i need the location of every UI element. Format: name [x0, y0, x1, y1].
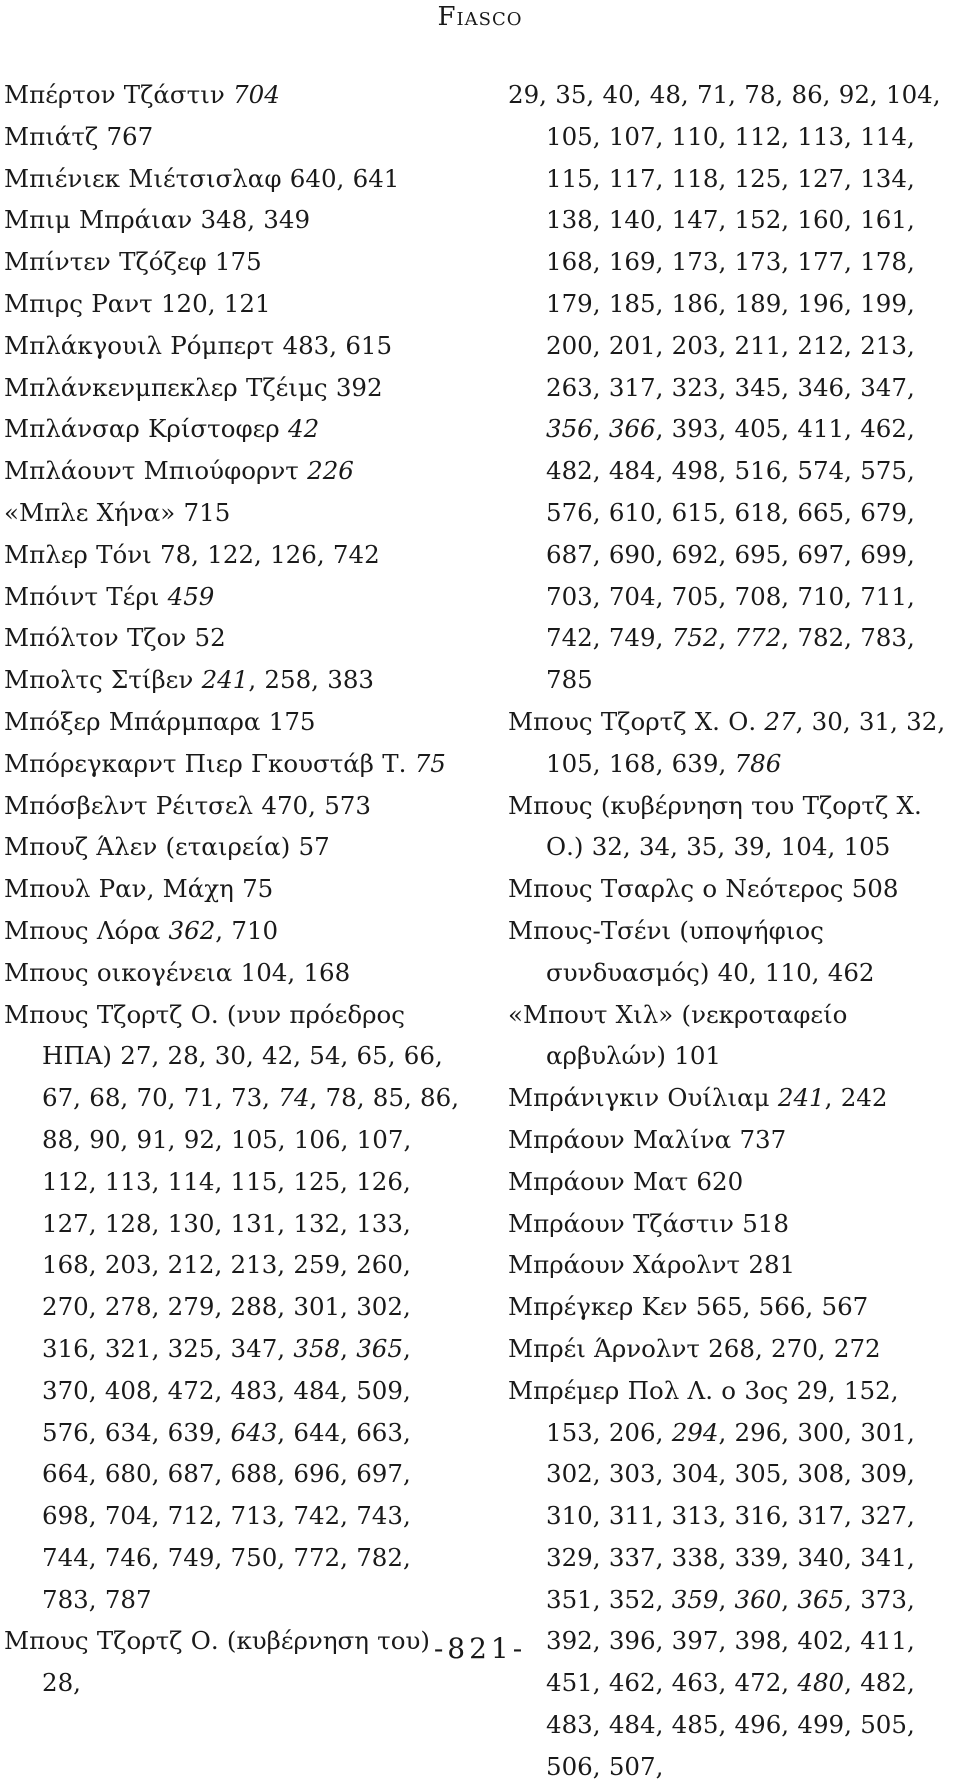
index-page-ref-italic: 226	[307, 456, 354, 486]
index-text: , 710	[215, 915, 279, 945]
index-text: Μπους-Τσένι (υποψήφιος συνδυασμός) 40, 110, 462	[508, 915, 875, 987]
index-text: Μπόσβελντ Ρέιτσελ 470, 573	[4, 790, 371, 820]
index-page-ref-italic: 362	[168, 915, 216, 945]
index-page-ref-italic: 704	[233, 80, 280, 109]
index-text: Μπλάουντ Μπιούφορντ	[4, 456, 308, 486]
index-text: , 370, 408, 472, 483, 484, 509, 576, 634, 639,	[42, 1333, 411, 1447]
index-entry	[4, 450, 460, 492]
index-page-ref-italic: 786	[734, 748, 782, 778]
index-text: Μπέρτον Τζάστιν	[4, 80, 234, 109]
index-text: Μπρέγκερ Κεν 565, 566, 567	[508, 1292, 869, 1322]
index-entry	[4, 74, 460, 116]
index-text: Μπράουν Τζάστιν 518	[508, 1208, 789, 1238]
index-entry	[4, 199, 460, 241]
index-entry	[508, 868, 958, 910]
index-page-ref-italic: 42	[288, 414, 320, 444]
index-page-ref-italic: 366	[608, 414, 656, 444]
index-page-ref-italic: 752	[671, 623, 719, 653]
running-head: Fiasco	[437, 2, 523, 32]
index-text: Μπολτς Στίβεν	[4, 665, 202, 695]
index-text: , 242	[824, 1083, 888, 1113]
index-page-ref-italic: 459	[167, 581, 215, 611]
index-entry	[508, 1203, 958, 1245]
index-text: Μπιμ Μπράιαν 348, 349	[4, 205, 311, 235]
index-page-ref-italic: 294	[671, 1417, 719, 1447]
index-entry	[508, 910, 958, 994]
index-text: Μπους Λόρα	[4, 915, 169, 945]
index-text: Μπρέμερ Πολ Λ. ο 3ος 29, 152, 153, 206,	[508, 1375, 899, 1447]
index-entry	[508, 701, 958, 785]
index-entry	[4, 158, 460, 200]
index-text: Μπίντεν Τζόζεφ 175	[4, 247, 262, 277]
index-page-ref-italic: 480	[797, 1668, 845, 1698]
index-entry	[4, 868, 460, 910]
index-text: ,	[781, 1584, 798, 1614]
index-text: , 373, 392, 396, 397, 398, 402, 411, 451, 462, 463, 472,	[546, 1584, 915, 1698]
index-text: Μπράουν Ματ 620	[508, 1166, 744, 1196]
index-entry	[508, 994, 958, 1078]
index-text: , 482, 483, 484, 485, 496, 499, 505, 506, 507,	[546, 1668, 915, 1781]
index-entry	[4, 701, 460, 743]
index-page-ref-italic: 772	[734, 623, 782, 653]
page-number: -821-	[433, 1632, 527, 1665]
index-text: Μπιρς Ραντ 120, 121	[4, 288, 271, 318]
index-text: Μπους Τσαρλς ο Νεότερος 508	[508, 874, 899, 904]
index-entry	[4, 617, 460, 659]
index-entry	[4, 659, 460, 701]
index-text: , 782, 783, 785	[546, 623, 915, 695]
index-entry	[508, 1286, 958, 1328]
index-page-ref-italic: 359	[671, 1584, 719, 1614]
index-page-ref-italic: 27	[764, 706, 796, 736]
index-column-right	[508, 74, 958, 1788]
index-entry	[508, 1077, 958, 1119]
index-text: Μπους Τζορτζ Χ. Ο.	[508, 706, 765, 736]
index-text: ,	[718, 1584, 735, 1614]
index-column-left	[4, 74, 460, 1704]
index-text: , 258, 383	[248, 665, 375, 695]
index-page-ref-italic: 241	[777, 1083, 825, 1113]
index-page-ref-italic: 360	[734, 1584, 782, 1614]
index-text: Μπόλτον Τζον 52	[4, 623, 226, 653]
index-text: Μπόιντ Τέρι	[4, 581, 168, 611]
index-text: 29, 35, 40, 48, 71, 78, 86, 92, 104, 105, 107, 110, 112, 113, 114, 115, 117, 118, 125, 127, 134, 138, 140, 147, 152, 160, 161, 168, 169, 173, 173, 177, 178, 179, 185, 186, 189, 196, 199, 200, 201, 203, 211, 212, 213, 263, 317, 323, 345, 346, 347,	[508, 80, 941, 402]
index-text: Μπλερ Τόνι 78, 122, 126, 742	[4, 539, 380, 569]
index-entry	[4, 492, 460, 534]
index-text: Μπράουν Μαλίνα 737	[508, 1124, 787, 1154]
index-page-ref-italic: 75	[414, 748, 446, 778]
index-text: ,	[592, 414, 609, 444]
index-entry	[508, 1244, 958, 1286]
index-text: Μπόρεγκαρντ Πιερ Γκουστάβ Τ.	[4, 748, 415, 778]
index-entry	[4, 241, 460, 283]
index-page-ref-italic: 358	[293, 1333, 341, 1363]
index-text: ,	[718, 623, 735, 653]
index-page-ref-italic: 365	[356, 1333, 403, 1363]
index-entry	[4, 952, 460, 994]
index-entry	[4, 325, 460, 367]
index-entry	[4, 743, 460, 785]
index-entry	[4, 994, 460, 1621]
index-entry	[4, 116, 460, 158]
index-text: Μπους (κυβέρνηση του Τζορτζ Χ. Ο.) 32, 34, 35, 39, 104, 105	[508, 790, 922, 862]
index-text: Μπουλ Ραν, Μάχη 75	[4, 874, 274, 904]
index-text: Μπράουν Χάρολντ 281	[508, 1250, 796, 1280]
index-text: , 644, 663, 664, 680, 687, 688, 696, 697, 698, 704, 712, 713, 742, 743, 744, 746, 749, 750, 772, 782, 783, 787	[42, 1417, 411, 1614]
index-entry	[508, 1328, 958, 1370]
index-text: Μπλάνκενμπεκλερ Τζέιμς 392	[4, 372, 383, 402]
index-text: Μπους Τζορτζ Ο. (κυβέρνηση του) 28,	[4, 1626, 430, 1698]
index-page-ref-italic: 365	[797, 1584, 845, 1614]
index-page-ref-italic: 241	[201, 665, 249, 695]
index-text: Μπλάνσαρ Κρίστοφερ	[4, 414, 288, 444]
index-text: Μπράνιγκιν Ουίλιαμ	[508, 1083, 778, 1113]
index-entry	[4, 576, 460, 618]
index-text: Μπιένιεκ Μιέτσισλαφ 640, 641	[4, 163, 400, 193]
index-text: «Μπουτ Χιλ» (νεκροταφείο αρβυλών) 101	[508, 999, 848, 1071]
index-entry	[4, 534, 460, 576]
index-text: Μπλάκγουιλ Ρόμπερτ 483, 615	[4, 330, 393, 360]
index-entry	[508, 1119, 958, 1161]
index-text: Μπιάτζ 767	[4, 121, 154, 151]
index-entry	[508, 1161, 958, 1203]
index-text: , 30, 31, 32, 105, 168, 639,	[546, 706, 946, 778]
index-entry	[508, 785, 958, 869]
index-text: , 296, 300, 301, 302, 303, 304, 305, 308, 309, 310, 311, 313, 316, 317, 327, 329, 337, 338, 339, 340, 341, 351, 352,	[546, 1417, 915, 1614]
index-text: Μπουζ Άλεν (εταιρεία) 57	[4, 832, 330, 862]
index-entry	[4, 910, 460, 952]
index-entry	[4, 408, 460, 450]
index-text: Μπόξερ Μπάρμπαρα 175	[4, 706, 316, 736]
index-entry	[4, 785, 460, 827]
index-entry	[508, 74, 958, 701]
index-text: , 78, 85, 86, 88, 90, 91, 92, 105, 106, 107, 112, 113, 114, 115, 125, 126, 127, 128, 130, 131, 132, 133, 168, 203, 212, 213, 259, 260, 270, 278, 279, 288, 301, 302, 316, 321, 325, 347,	[42, 1083, 459, 1363]
index-entry	[508, 1370, 958, 1788]
index-page-ref-italic: 356	[546, 414, 593, 444]
index-text: ,	[340, 1333, 357, 1363]
index-page-ref-italic: 74	[278, 1083, 310, 1113]
index-entry	[4, 826, 460, 868]
index-text: , 393, 405, 411, 462, 482, 484, 498, 516, 574, 575, 576, 610, 615, 618, 665, 679, 687, 690, 692, 695, 697, 699, 703, 704, 705, 708, 710, 711, 742, 749,	[546, 414, 915, 653]
index-text: Μπρέι Άρνολντ 268, 270, 272	[508, 1333, 881, 1363]
index-text: Μπους οικογένεια 104, 168	[4, 957, 351, 987]
index-text: «Μπλε Χήνα» 715	[4, 497, 231, 527]
index-page-ref-italic: 643	[230, 1417, 278, 1447]
index-entry	[4, 283, 460, 325]
index-text: Μπους Τζορτζ Ο. (νυν πρόεδρος ΗΠΑ) 27, 28, 30, 42, 54, 65, 66, 67, 68, 70, 71, 73,	[4, 999, 443, 1113]
index-entry	[4, 367, 460, 409]
